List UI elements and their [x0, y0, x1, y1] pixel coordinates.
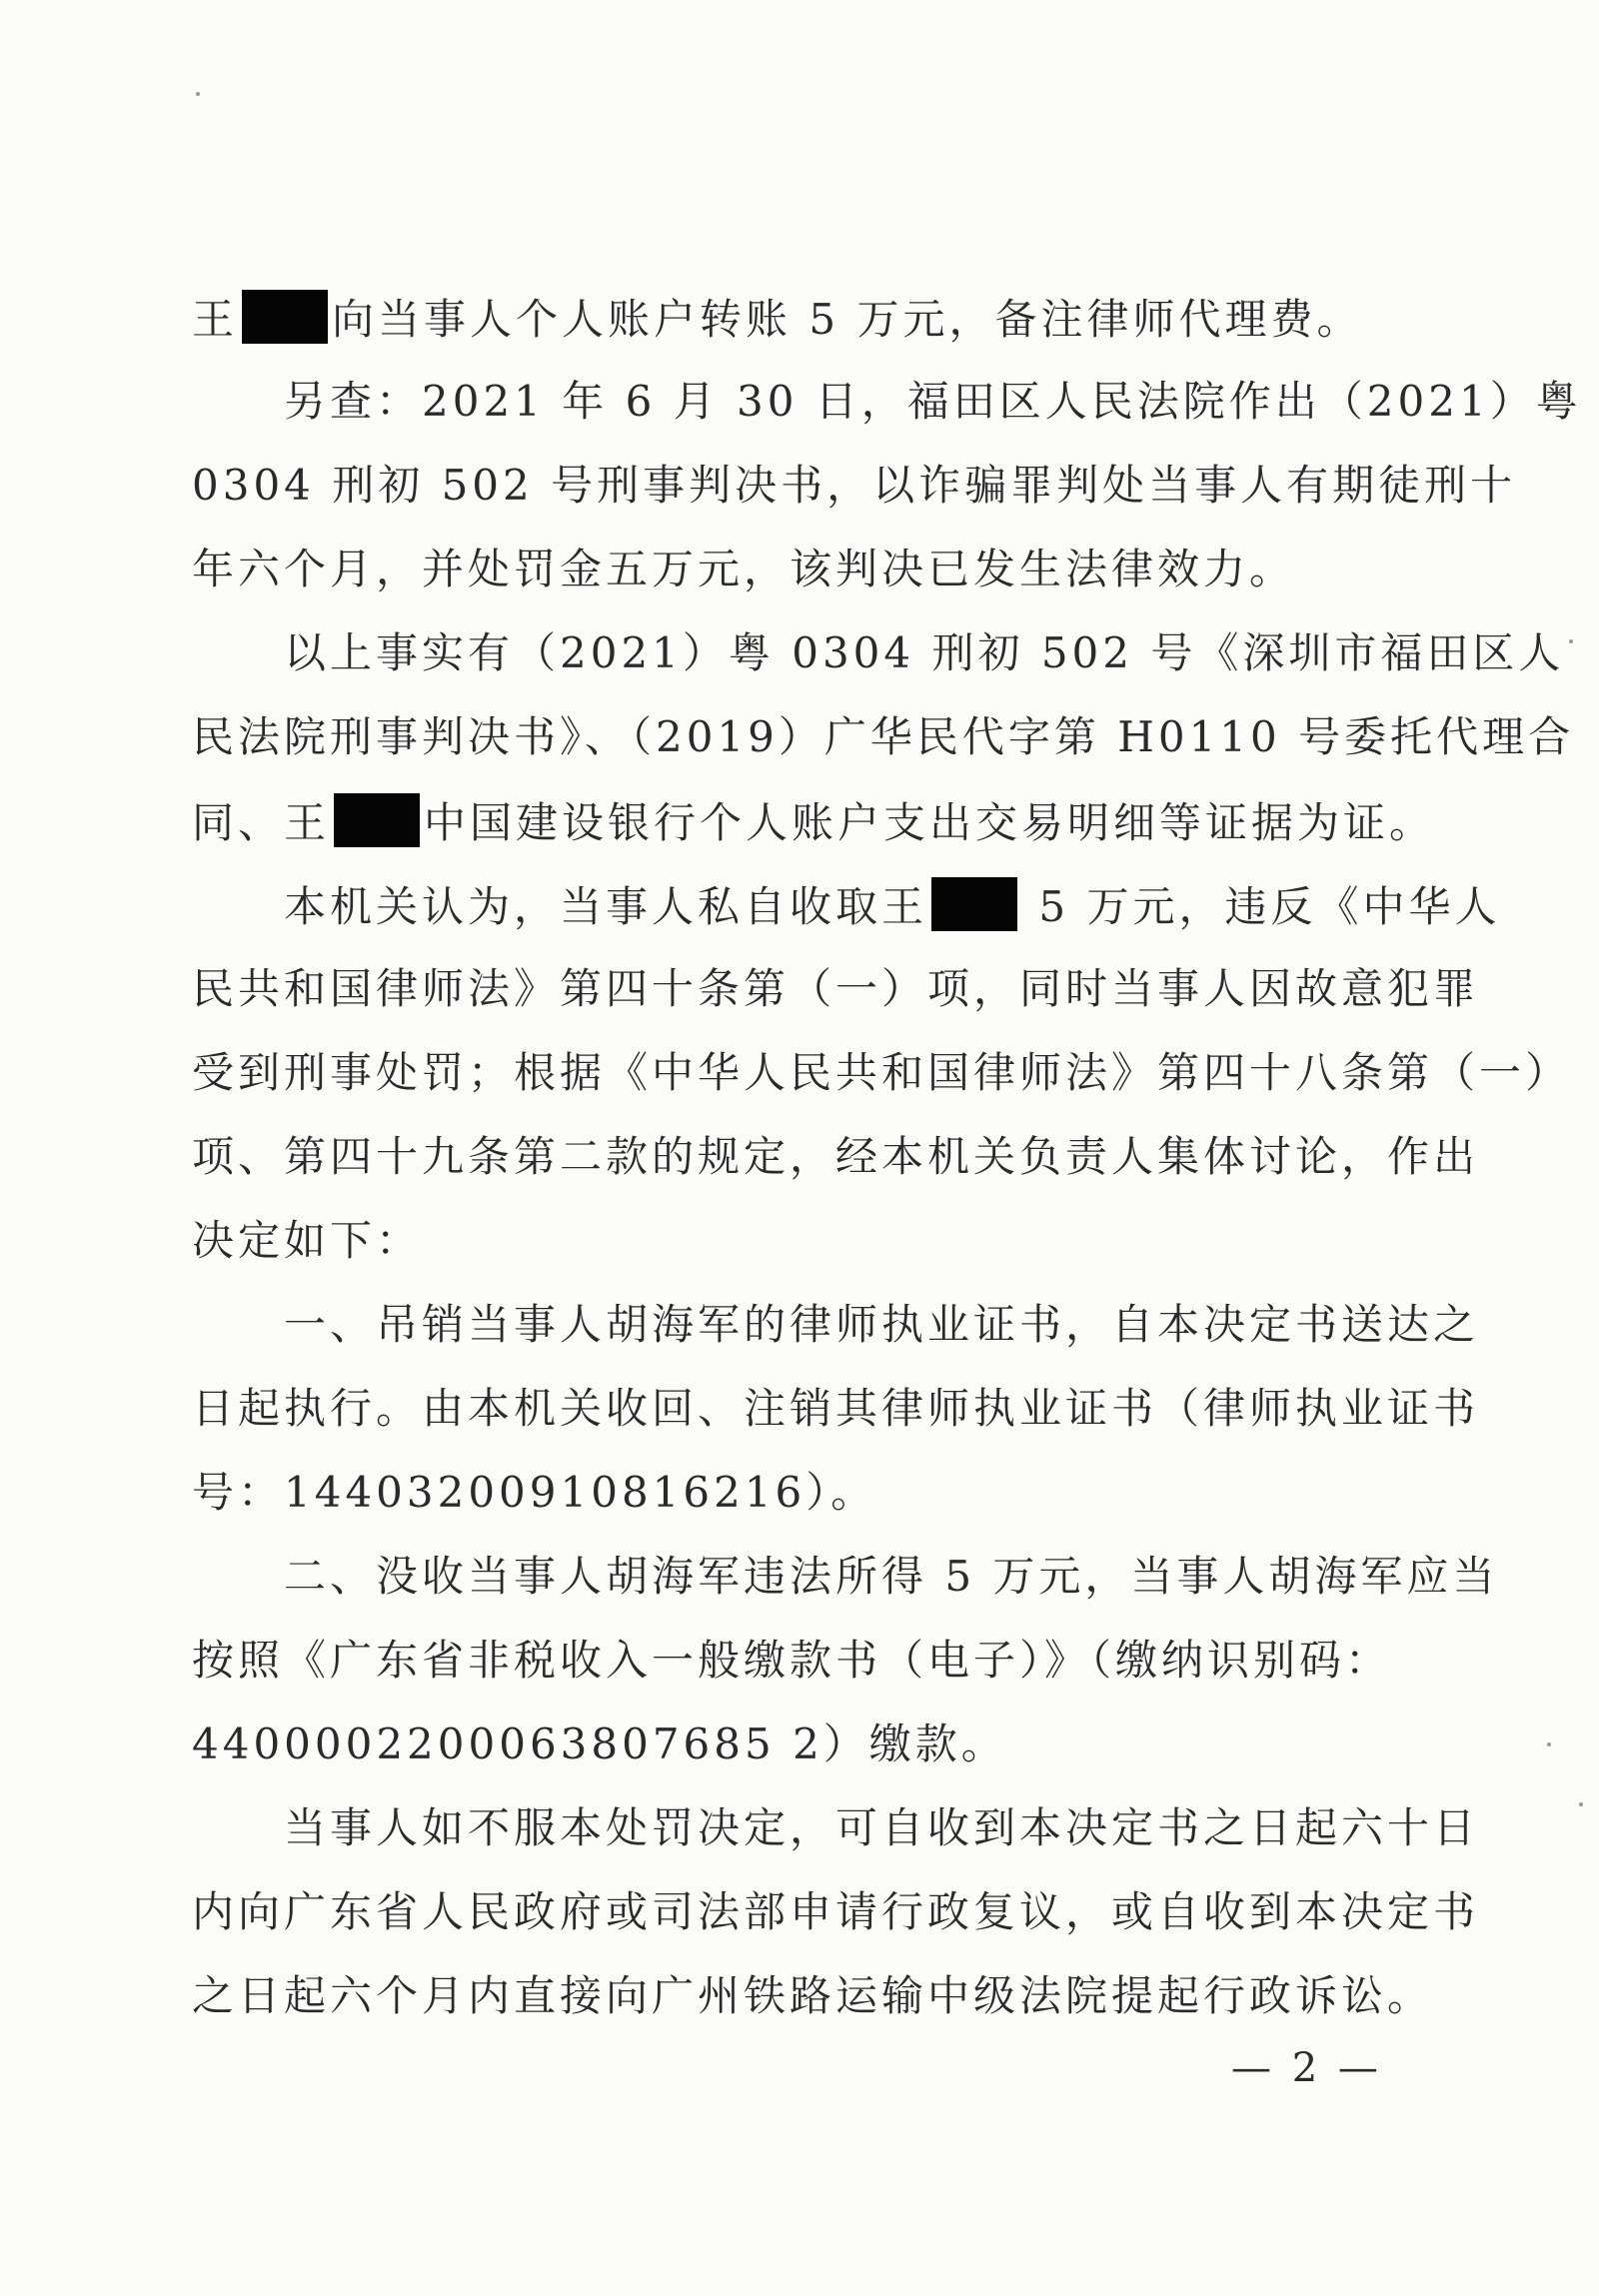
text-segment: 本机关认为，当事人私自收取王: [192, 882, 928, 931]
text-segment: 中国建设银行个人账户支出交易明细等证据为证。: [424, 798, 1436, 847]
text-line: [192, 877, 1500, 933]
text-line: 决定如下：: [192, 1216, 423, 1265]
scan-speck: [1579, 1802, 1583, 1806]
text-line: 二、没收当事人胡海军违法所得 5 万元，当事人胡海军应当: [192, 1552, 1499, 1601]
text-line: 另查：2021 年 6 月 30 日，福田区人民法院作出（2021）粤: [192, 377, 1582, 426]
text-line: 项、第四十九条第二款的规定，经本机关负责人集体讨论，作出: [192, 1132, 1480, 1181]
text-line: [192, 290, 1362, 346]
text-segment: 同、王: [192, 798, 331, 847]
text-line: 民共和国律师法》第四十条第（一）项，同时当事人因故意犯罪: [192, 964, 1480, 1013]
text-line: 受到刑事处罚；根据《中华人民共和国律师法》第四十八条第（一）: [192, 1048, 1572, 1097]
text-line: 日起执行。由本机关收回、注销其律师执业证书（律师执业证书: [192, 1384, 1480, 1433]
text-line: 以上事实有（2021）粤 0304 刑初 502 号《深圳市福田区人: [192, 628, 1565, 677]
redaction-block: [334, 793, 420, 847]
text-line: 4400002200063807685 2）缴款。: [192, 1720, 1007, 1768]
text-line: 当事人如不服本处罚决定，可自收到本决定书之日起六十日: [192, 1803, 1480, 1852]
scan-speck: [1569, 639, 1573, 643]
text-line: 0304 刑初 502 号刑事判决书，以诈骗罪判处当事人有期徒刑十: [192, 461, 1517, 510]
text-line: [192, 793, 1435, 849]
text-line: 号：14403200910816216）。: [192, 1468, 877, 1517]
text-line: 内向广东省人民政府或司法部申请行政复议，或自收到本决定书: [192, 1887, 1480, 1936]
text-line: 一、吊销当事人胡海军的律师执业证书，自本决定书送达之: [192, 1300, 1480, 1349]
text-segment: 王: [192, 295, 239, 344]
scan-speck: [1547, 1742, 1551, 1746]
text-segment: 5 万元，违反《中华人: [1021, 882, 1501, 931]
text-line: 民法院刑事判决书》、（2019）广华民代字第 H0110 号委托代理合: [192, 712, 1575, 761]
text-segment: 向当事人个人账户转账 5 万元，备注律师代理费。: [332, 295, 1363, 344]
redaction-block: [931, 877, 1017, 931]
scan-speck: [196, 92, 200, 96]
page-number: — 2 —: [1231, 2045, 1382, 2091]
text-line: 之日起六个月内直接向广州铁路运输中级法院提起行政诉讼。: [192, 1971, 1434, 2020]
redaction-block: [242, 290, 328, 344]
text-line: 按照《广东省非税收入一般缴款书（电子）》（缴纳识别码：: [192, 1636, 1392, 1685]
text-line: 年六个月，并处罚金五万元，该判决已发生法律效力。: [192, 545, 1296, 593]
